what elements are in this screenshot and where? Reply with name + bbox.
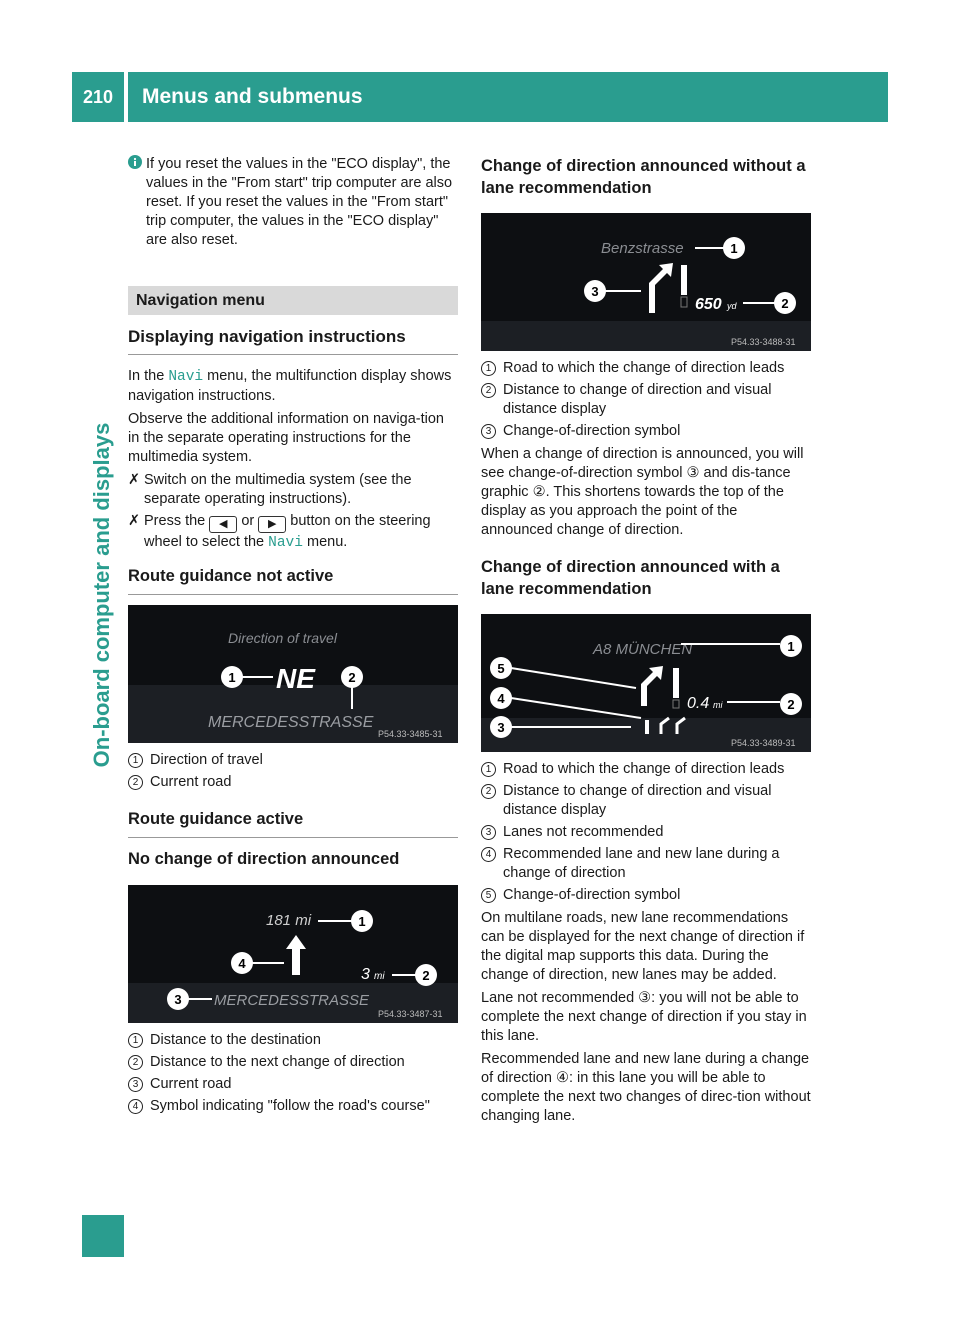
step-2-or: or xyxy=(241,513,255,529)
list-item: 2 Current road xyxy=(128,773,458,792)
navi-link: Navi xyxy=(168,369,204,385)
display-image-2 xyxy=(128,885,458,1023)
list-2 xyxy=(128,1031,458,1116)
marker-1: 1 xyxy=(228,670,236,685)
list-1 xyxy=(128,751,458,792)
intro-a: In the xyxy=(128,368,165,384)
left-column xyxy=(128,155,458,1119)
image-code: P54.33-3488-31 xyxy=(731,337,796,347)
distance-unit: mi xyxy=(713,700,723,710)
marker-3: 3 xyxy=(497,720,505,735)
intro-b: menu, the multifunction display shows navigation instructions. xyxy=(128,368,452,404)
step-2-b: button on the steering wheel to select the xyxy=(144,513,431,550)
para-when-change: When a change of direction is announced, you will see change-of-direction symbol ③ and dis-tance graphic ②. This shortens towards the top of the display as you approach the point of the announced change of direction. xyxy=(481,446,804,538)
heading-active: Route guidance active xyxy=(128,810,458,838)
display-image-4 xyxy=(481,614,811,752)
list-item: 3 Change-of-direction symbol xyxy=(481,422,811,441)
list-item: 2 Distance to change of direction and visual distance display xyxy=(481,782,811,820)
marker-1: 1 xyxy=(358,914,366,929)
step-2 xyxy=(128,512,458,553)
marker-5: 5 xyxy=(497,661,505,676)
list-item: 5 Change-of-direction symbol xyxy=(481,886,811,905)
list-item: 4 Symbol indicating "follow the road's course" xyxy=(128,1097,458,1116)
list-item: 1 Distance to the destination xyxy=(128,1031,458,1050)
para-not-recommended: Lane not recommended ③: you will not be able to complete the next change of direction if you stay in this lane. xyxy=(481,990,807,1044)
heading-no-change: No change of direction announced xyxy=(128,850,400,868)
step-2-a: Press the xyxy=(144,513,206,529)
marker-3: 3 xyxy=(174,992,182,1007)
direction-title: Direction of travel xyxy=(228,630,337,646)
marker-1: 1 xyxy=(730,241,738,256)
lane-icon xyxy=(645,720,649,734)
distance-next: 3 xyxy=(361,966,370,983)
step-1 xyxy=(128,471,458,509)
left-button-icon: ◀ xyxy=(209,516,237,533)
marker-2: 2 xyxy=(348,670,356,685)
section-title: Navigation menu xyxy=(128,286,458,315)
display-image-3 xyxy=(481,213,811,351)
distance-value: 650 xyxy=(695,296,722,313)
step-arrow-icon: ✗ xyxy=(128,472,141,488)
step-1-text: Switch on the multimedia system (see the separate operating instructions). xyxy=(144,472,412,507)
side-tab-square xyxy=(82,1215,124,1257)
step-2-c: menu. xyxy=(306,534,348,550)
marker-2: 2 xyxy=(787,697,795,712)
list-3 xyxy=(481,359,811,441)
list-4 xyxy=(481,760,811,905)
para-additional: Observe the additional information on naviga-tion in the separate operating instructions for the multimedia system. xyxy=(128,411,444,465)
page-number: 210 xyxy=(72,72,124,122)
para-recommended: Recommended lane and new lane during a change of direction ④: in this lane you will be able to complete the next two changes of direc-tion without changing lane. xyxy=(481,1051,811,1124)
list-item: 2 Distance to change of direction and visual distance display xyxy=(481,381,811,419)
heading-without-lane: Change of direction announced without a lane recommendation xyxy=(481,157,806,197)
right-button-icon: ▶ xyxy=(258,516,286,533)
distance-value: 0.4 xyxy=(687,695,710,712)
image-code: P54.33-3487-31 xyxy=(378,1009,443,1019)
display-image-1 xyxy=(128,605,458,743)
list-item: 2 Distance to the next change of direction xyxy=(128,1053,458,1072)
marker-4: 4 xyxy=(238,956,246,971)
navi-link-2: Navi xyxy=(268,535,303,551)
image-code: P54.33-3485-31 xyxy=(378,729,443,739)
road-name: Benzstrasse xyxy=(601,240,684,257)
image-code: P54.33-3489-31 xyxy=(731,738,796,748)
marker-1: 1 xyxy=(787,639,795,654)
road-name: MERCEDESSTRASSE xyxy=(208,714,374,731)
marker-2: 2 xyxy=(781,296,789,311)
distance-unit: mi xyxy=(374,971,385,982)
info-icon xyxy=(128,155,142,169)
side-tab xyxy=(82,135,122,1325)
side-tab-label: On-board computer and displays xyxy=(89,422,114,768)
para-multilane: On multilane roads, new lane recommendations can be displayed for the next change of direction if the digital map supports this data. During the change of direction, new lanes may be added. xyxy=(481,910,805,983)
marker-4: 4 xyxy=(497,691,505,706)
marker-3: 3 xyxy=(591,284,599,299)
road-name: MERCEDESSTRASSE xyxy=(214,992,370,1009)
list-item: 3 Lanes not recommended xyxy=(481,823,811,842)
marker-2: 2 xyxy=(422,968,430,983)
info-note-text: If you reset the values in the "ECO display", the values in the "From start" trip computer are also reset. If you reset the values in the "From start" trip computer, the values in the "ECO display" are also reset. xyxy=(146,156,453,248)
step-arrow-icon: ✗ xyxy=(128,513,141,529)
list-item: 1 Road to which the change of direction leads xyxy=(481,359,811,378)
right-column xyxy=(481,155,811,1130)
heading-not-active: Route guidance not active xyxy=(128,567,458,595)
distance-unit: yd xyxy=(727,301,737,311)
sub-title: Displaying navigation instructions xyxy=(128,327,458,355)
intro-paragraph xyxy=(128,367,458,406)
info-note xyxy=(128,155,458,250)
heading-value: NE xyxy=(276,663,315,694)
distance-destination: 181 mi xyxy=(266,912,312,929)
list-item: 1 Direction of travel xyxy=(128,751,458,770)
list-item: 1 Road to which the change of direction leads xyxy=(481,760,811,779)
heading-with-lane: Change of direction announced with a lane recommendation xyxy=(481,558,780,598)
chapter-title: Menus and submenus xyxy=(128,72,888,122)
list-item: 4 Recommended lane and new lane during a change of direction xyxy=(481,845,811,883)
list-item: 3 Current road xyxy=(128,1075,458,1094)
road-name: A8 MÜNCHEN xyxy=(593,641,693,658)
